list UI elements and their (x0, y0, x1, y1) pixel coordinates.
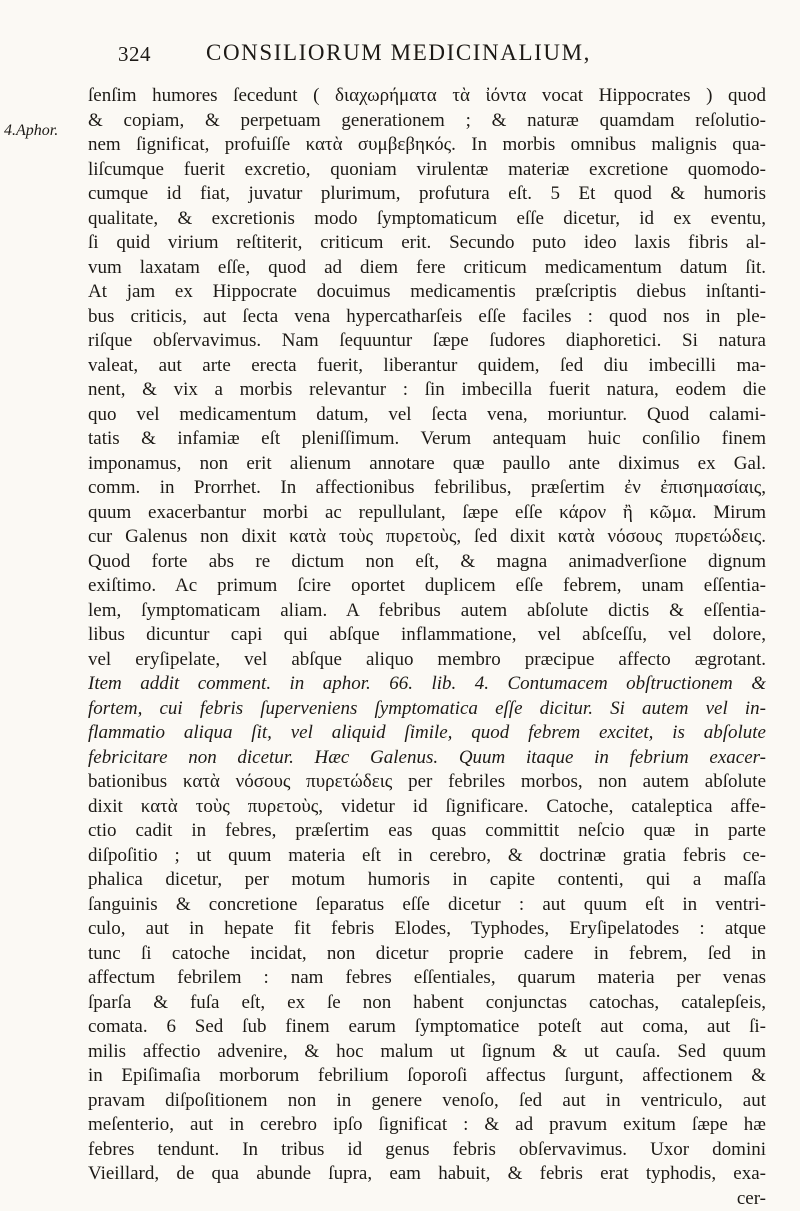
text-line: quo vel medicamentum datum, vel ſecta vena, moriuntur. Quod calami- (88, 403, 766, 428)
text-line: riſque obſervavimus. Nam ſequuntur ſæpe ſudores diaphoretici. Si natura (88, 329, 766, 354)
text-line: ſenſim humores ſecedunt ( διαχωρήματα τὰ ἰόντα vocat Hippocrates ) quod (88, 84, 766, 109)
text-line: tunc ſi catoche incidat, non dicetur proprie cadere in febrem, ſed in (88, 942, 766, 967)
text-line: affectum febrilem : nam febres eſſentiales, quarum materia per venas (88, 966, 766, 991)
text-line: meſenterio, aut in cerebro ipſo ſignificat : & ad pravum exitum ſæpe hæ (88, 1113, 766, 1138)
text-line: ſi quid virium reſtiterit, criticum erit. Secundo puto ideo laxis fibris al- (88, 231, 766, 256)
text-line: Vieillard, de qua abunde ſupra, eam habuit, & febris erat typhodis, exa- (88, 1162, 766, 1187)
text-line: cumque id fiat, juvatur plurimum, profutura eſt. 5 Et quod & humoris (88, 182, 766, 207)
text-line: At jam ex Hippocrate docuimus medicamentis præſcriptis diebus inſtanti- (88, 280, 766, 305)
text-line: vum laxatam eſſe, quod ad diem fere criticum medicamentum datum ſit. (88, 256, 766, 281)
text-line: cer- (88, 1187, 766, 1211)
text-line: diſpoſitio ; ut quum materia eſt in cerebro, & doctrinæ gratia febris ce- (88, 844, 766, 869)
text-line: comata. 6 Sed ſub finem earum ſymptomatice poteſt aut coma, aut ſi- (88, 1015, 766, 1040)
text-line: ctio cadit in febres, præſertim eas quas committit neſcio quæ in parte (88, 819, 766, 844)
text-line: bus criticis, aut ſecta vena hypercatharſeis eſſe faciles : quod nos in ple- (88, 305, 766, 330)
text-line: febres tendunt. In tribus id genus febris obſervavimus. Uxor domini (88, 1138, 766, 1163)
page-number: 324 (118, 42, 151, 67)
text-line: vel eryſipelate, vel abſque aliquo membro præcipue affecto ægrotant. (88, 648, 766, 673)
text-line: & copiam, & perpetuam generationem ; & naturæ quamdam reſolutio- (88, 109, 766, 134)
text-line: nent, & vix a morbis relevantur : ſin imbecilla fuerit natura, eodem die (88, 378, 766, 403)
text-line: valeat, aut arte erecta fuerit, liberantur quidem, ſed diu imbecilli ma- (88, 354, 766, 379)
text-line: dixit κατὰ τοὺς πυρετοὺς, videtur id ſignificare. Catoche, cataleptica affe- (88, 795, 766, 820)
text-line: ſparſa & fuſa eſt, ex ſe non habent conjunctas catochas, catalepſeis, (88, 991, 766, 1016)
text-line: pravam diſpoſitionem non in genere venoſo, ſed aut in ventriculo, aut (88, 1089, 766, 1114)
text-line: exiſtimo. Ac primum ſcire oportet duplicem eſſe febrem, unam eſſentia- (88, 574, 766, 599)
text-line: flammatio aliqua ſit, vel aliquid ſimile, quod febrem excitet, is abſolute (88, 721, 766, 746)
text-line: phalica dicetur, per motum humoris in capite contenti, qui a maſſa (88, 868, 766, 893)
text-line: lem, ſymptomaticam aliam. A febribus autem abſolute dictis & eſſentia- (88, 599, 766, 624)
page-header (88, 38, 766, 78)
text-line: nem ſignificat, profuiſſe κατὰ συμβεβηκός. In morbis omnibus malignis qua- (88, 133, 766, 158)
text-line: quum exacerbantur morbi ac repullulant, ſæpe eſſe κάρον ἢ κῶμα. Mirum (88, 501, 766, 526)
text-line: cur Galenus non dixit κατὰ τοὺς πυρετοὺς, ſed dixit κατὰ νόσους πυρετώδεις. (88, 525, 766, 550)
text-line: fortem, cui febris ſuperveniens ſymptomatica eſſe dicitur. Si autem vel in- (88, 697, 766, 722)
text-line: bationibus κατὰ νόσους πυρετώδεις per febriles morbos, non autem abſolute (88, 770, 766, 795)
text-line: Quod forte abs re dictum non eſt, & magna animadverſione dignum (88, 550, 766, 575)
text-line: milis affectio advenire, & hoc malum ut ſignum & ut cauſa. Sed quum (88, 1040, 766, 1065)
text-line: febricitare non dicetur. Hæc Galenus. Quum itaque in febrium exacer- (88, 746, 766, 771)
text-line: libus dicuntur capi qui abſque inflammatione, vel abſceſſu, vel dolore, (88, 623, 766, 648)
text-line: qualitate, & excretionis modo ſymptomaticum eſſe dicetur, id ex eventu, (88, 207, 766, 232)
margin-note: 4.Aphor. (4, 122, 58, 140)
text-line: imponamus, non erit alienum annotare quæ paullo ante diximus ex Gal. (88, 452, 766, 477)
text-line: comm. in Prorrhet. In affectionibus febrilibus, præſertim ἐν ἐπισημασίαις, (88, 476, 766, 501)
text-line: ſanguinis & concretione ſeparatus eſſe dicetur : aut quum eſt in ventri- (88, 893, 766, 918)
text-line: Item addit comment. in aphor. 66. lib. 4. Contumacem obſtructionem & (88, 672, 766, 697)
body-text (88, 84, 766, 1211)
running-title: CONSILIORUM MEDICINALIUM, (206, 40, 591, 66)
text-line: in Epiſimaſia morborum febrilium ſoporoſi affectus ſurgunt, affectionem & (88, 1064, 766, 1089)
text-line: culo, aut in hepate fit febris Elodes, Typhodes, Eryſipelatodes : atque (88, 917, 766, 942)
text-line: liſcumque fuerit excretio, quoniam virulentæ materiæ excretione quomodo- (88, 158, 766, 183)
text-line: tatis & infamiæ eſt pleniſſimum. Verum antequam huic conſilio finem (88, 427, 766, 452)
